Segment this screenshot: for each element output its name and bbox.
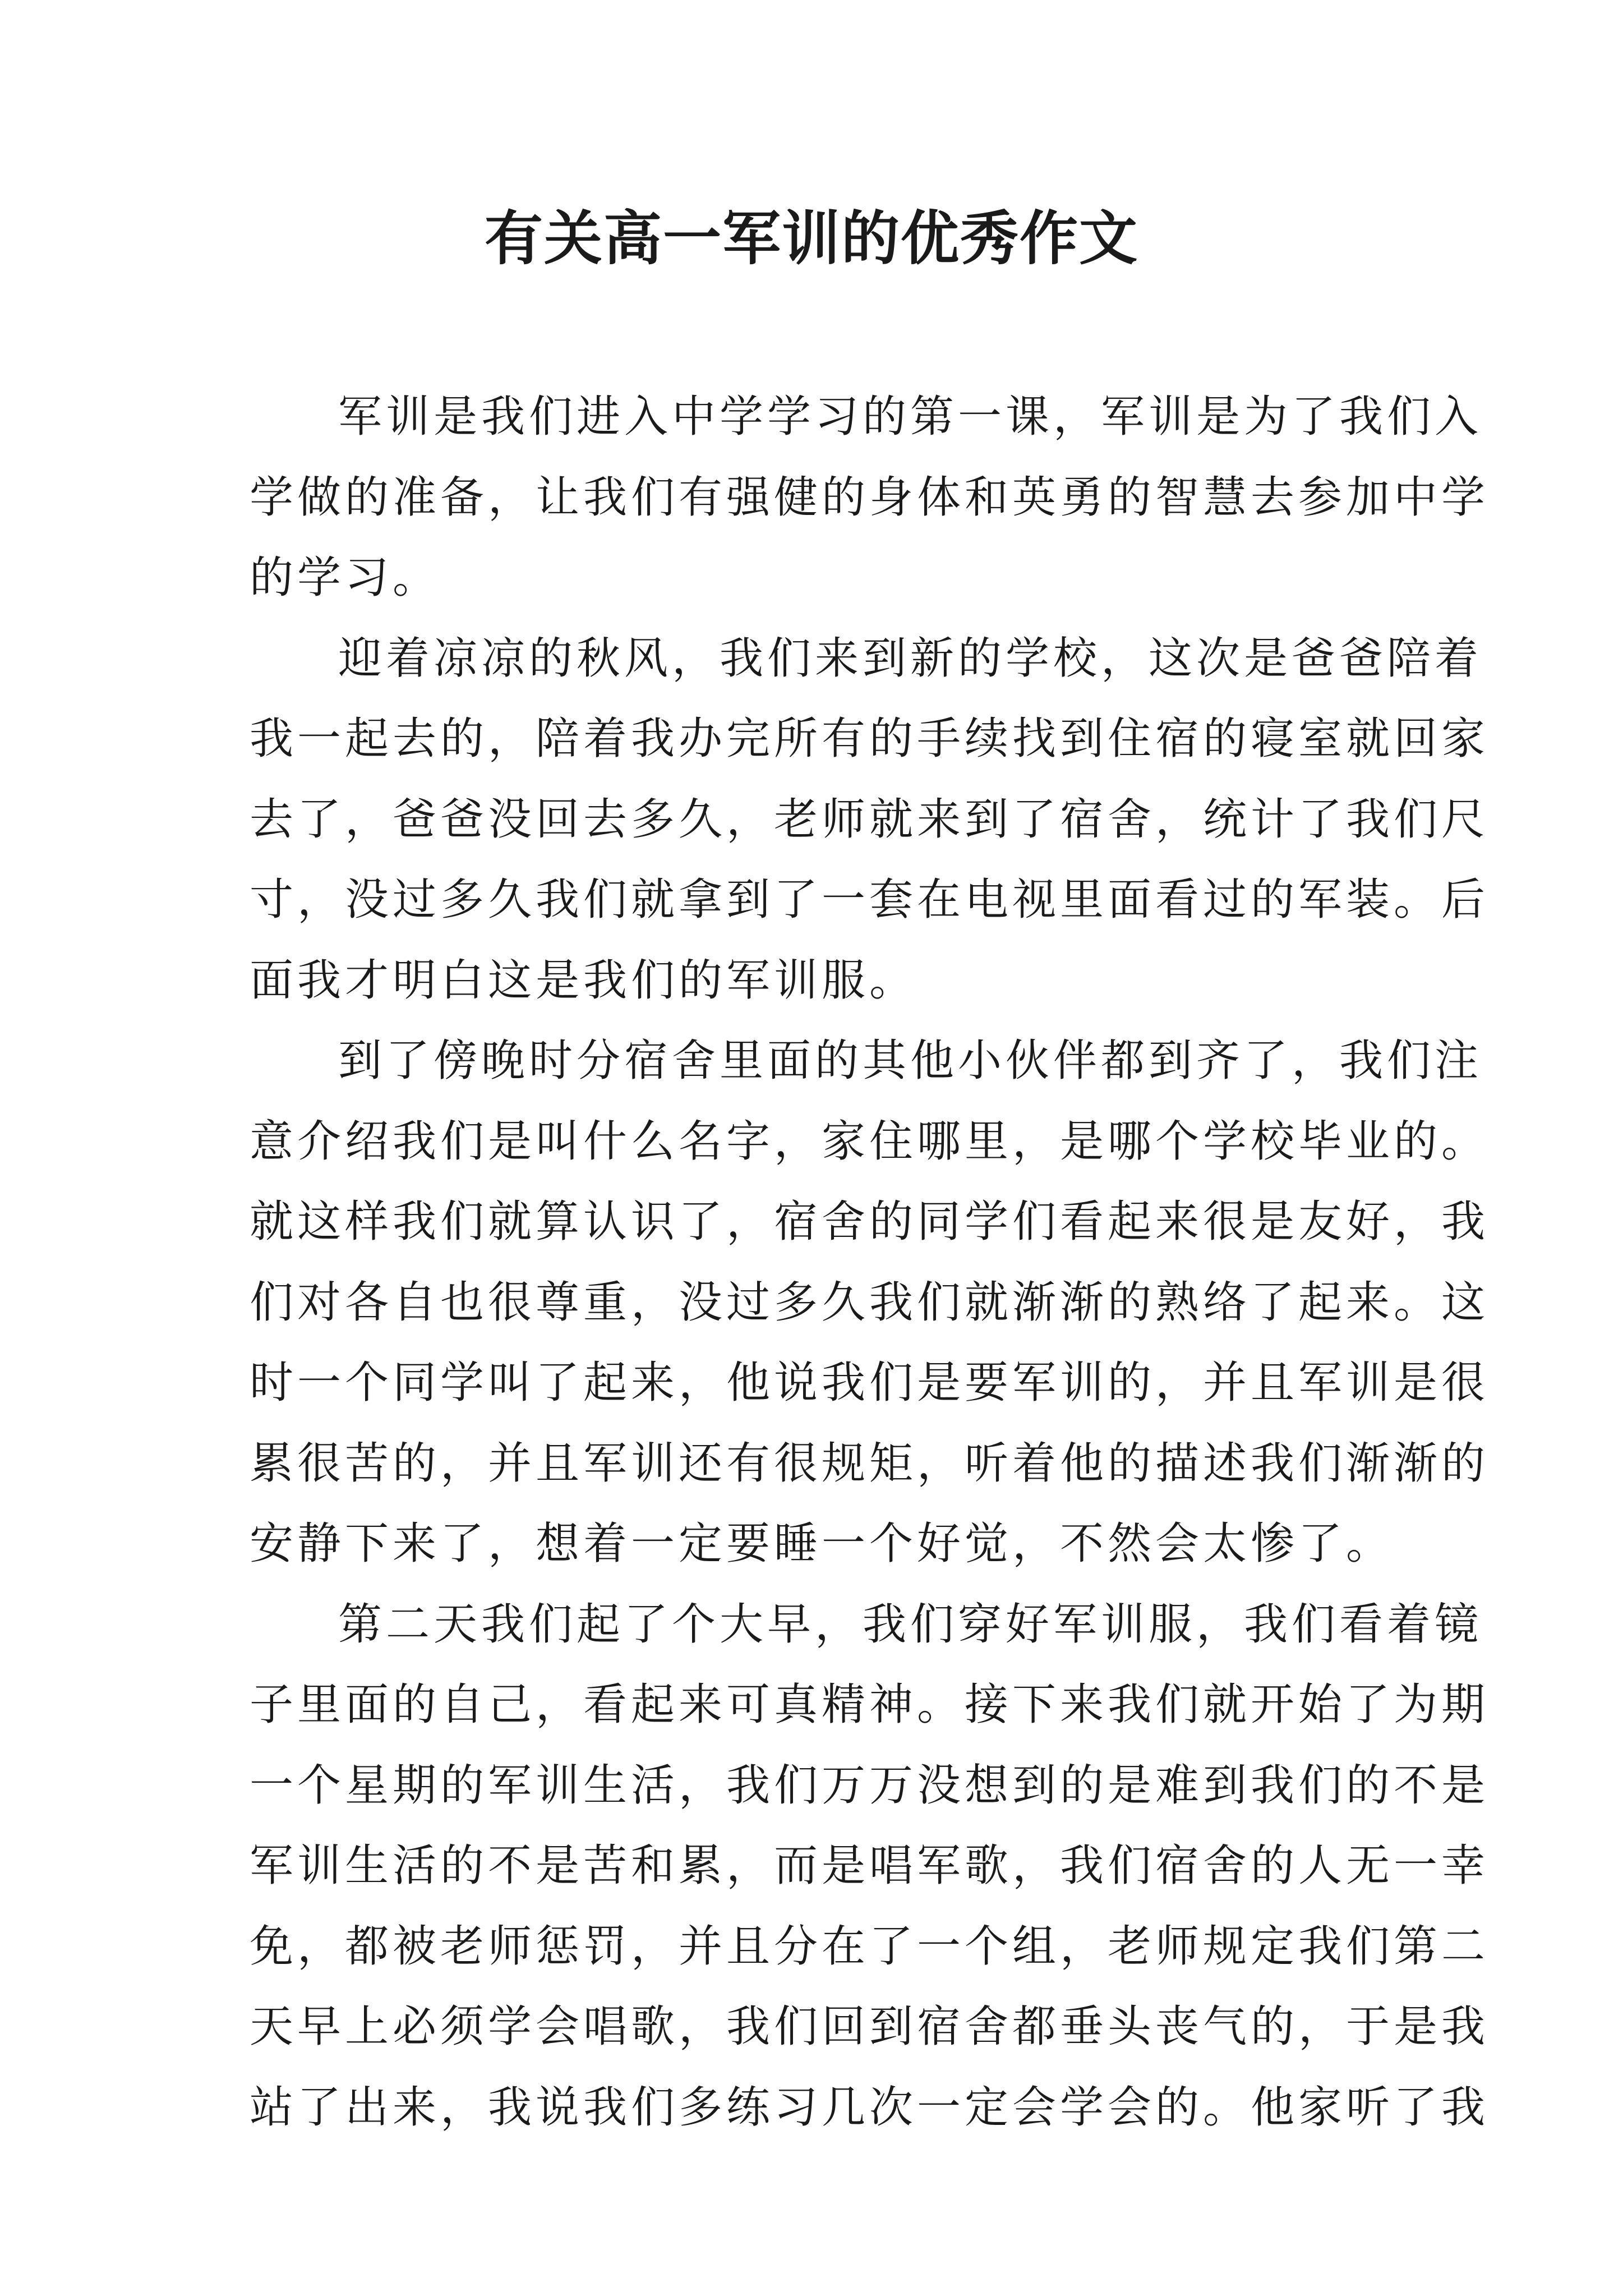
text-line: 免，都被老师惩罚，并且分在了一个组，老师规定我们第二	[250, 1921, 1490, 1972]
text-line: 就这样我们就算认识了，宿舍的同学们看起来很是友好，我	[250, 1197, 1490, 1247]
text-line: 到了傍晚时分宿舍里面的其他小伙伴都到齐了，我们注	[338, 1036, 1483, 1086]
document-body	[250, 377, 1490, 2148]
text-line: 军训生活的不是苦和累，而是唱军歌，我们宿舍的人无一幸	[250, 1841, 1490, 1891]
text-line: 第二天我们起了个大早，我们穿好军训服，我们看着镜	[338, 1599, 1483, 1650]
text-line: 站了出来，我说我们多练习几次一定会学会的。他家听了我	[250, 2082, 1490, 2133]
text-line: 迎着凉凉的秋风，我们来到新的学校，这次是爸爸陪着	[338, 633, 1483, 684]
text-line: 们对各自也很尊重，没过多久我们就渐渐的熟络了起来。这	[250, 1277, 1490, 1328]
text-line: 时一个同学叫了起来，他说我们是要军训的，并且军训是很	[250, 1358, 1490, 1408]
text-line: 安静下来了，想着一定要睡一个好觉，不然会太惨了。	[250, 1519, 1394, 1569]
text-line: 面我才明白这是我们的军训服。	[250, 955, 917, 1006]
text-line: 军训是我们进入中学学习的第一课，军训是为了我们入	[338, 392, 1483, 442]
text-line: 去了，爸爸没回去多久，老师就来到了宿舍，统计了我们尺	[250, 794, 1490, 845]
text-line: 学做的准备，让我们有强健的身体和英勇的智慧去参加中学	[250, 472, 1490, 523]
document-title: 有关高一军训的优秀作文	[484, 204, 1138, 273]
text-line: 意介绍我们是叫什么名字，家住哪里，是哪个学校毕业的。	[250, 1116, 1490, 1167]
text-line: 的学习。	[250, 553, 441, 603]
text-line: 一个星期的军训生活，我们万万没想到的是难到我们的不是	[250, 1760, 1490, 1811]
text-line: 子里面的自己，看起来可真精神。接下来我们就开始了为期	[250, 1680, 1490, 1730]
text-line: 天早上必须学会唱歌，我们回到宿舍都垂头丧气的，于是我	[250, 2001, 1490, 2052]
text-line: 寸，没过多久我们就拿到了一套在电视里面看过的军装。后	[250, 875, 1490, 925]
text-line: 累很苦的，并且军训还有很规矩，听着他的描述我们渐渐的	[250, 1438, 1490, 1489]
text-line: 我一起去的，陪着我办完所有的手续找到住宿的寝室就回家	[250, 714, 1490, 764]
